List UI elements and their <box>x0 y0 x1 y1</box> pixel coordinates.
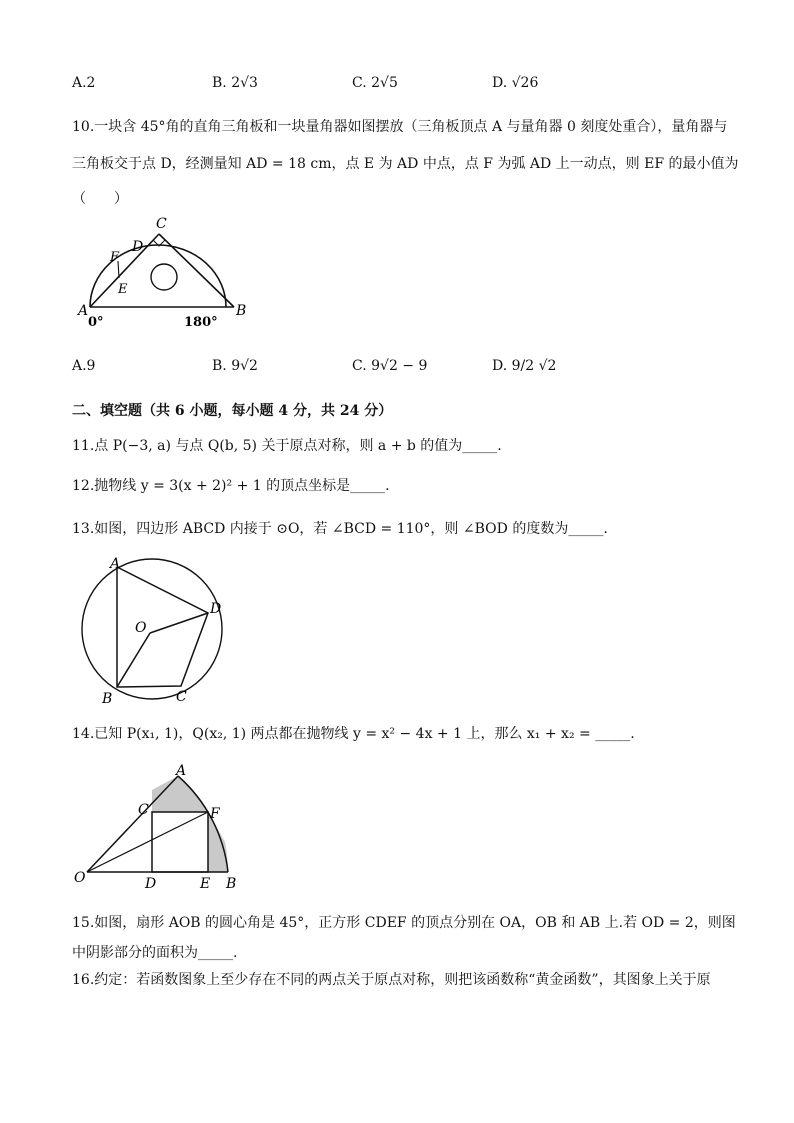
q10-label-b: B <box>236 303 247 319</box>
q13-label-o: O <box>135 620 147 636</box>
q15-label-f: F <box>210 806 220 822</box>
q10-label-0deg: 0° <box>88 315 104 330</box>
q10-option-c: C. 9√2 − 9 <box>352 358 428 374</box>
q10-option-a: A.9 <box>72 358 96 374</box>
q11-text: 11.点 P(−3, a) 与点 Q(b, 5) 关于原点对称，则 a + b 的值为_____. <box>72 438 502 454</box>
q10-label-e: E <box>118 282 128 297</box>
q10-label-c: C <box>156 216 167 232</box>
q10-line1: 10.一块含 45°角的直角三角板和一块量角器如图摆放（三角板顶点 A 与量角器 0 刻度处重合），量角器与 <box>72 119 728 135</box>
q9-option-c: C. 2√5 <box>352 75 398 91</box>
q15-label-a: A <box>176 763 187 779</box>
q9-option-a: A.2 <box>72 75 96 91</box>
q15-label-d: D <box>145 876 157 892</box>
q14-text: 14.已知 P(x₁, 1)，Q(x₂, 1) 两点都在抛物线 y = x² − 4x + 1 上，那么 x₁ + x₂ = _____. <box>72 726 635 742</box>
q13-label-a: A <box>110 556 121 572</box>
section2-heading: 二、填空题（共 6 小题，每小题 4 分，共 24 分） <box>72 403 393 419</box>
q10-label-f: F <box>110 250 120 265</box>
q10-figure <box>72 215 262 333</box>
q15-label-o: O <box>74 870 86 886</box>
q10-option-b: B. 9√2 <box>212 358 258 374</box>
q10-line3: （ ） <box>72 191 128 207</box>
q9-option-d: D. √26 <box>492 75 539 91</box>
q13-figure <box>72 553 242 708</box>
q13-label-b: B <box>102 691 113 707</box>
q10-label-d: D <box>132 239 144 255</box>
q15-figure <box>72 762 247 892</box>
q10-label-a: A <box>78 303 89 319</box>
q15-label-b: B <box>226 876 237 892</box>
q16-text: 16.约定：若函数图象上至少存在不同的两点关于原点对称，则把该函数称“黄金函数”，其图象上关于原 <box>72 972 711 988</box>
q13-label-d: D <box>210 601 222 617</box>
q13-label-c: C <box>176 689 187 705</box>
q15-label-e: E <box>200 876 211 892</box>
q15-line2: 中阴影部分的面积为_____. <box>72 945 238 961</box>
q9-option-b: B. 2√3 <box>212 75 258 91</box>
q10-line2: 三角板交于点 D，经测量知 AD = 18 cm，点 E 为 AD 中点，点 F 为弧 AD 上一动点，则 EF 的最小值为 <box>72 156 739 172</box>
q10-label-180deg: 180° <box>184 315 218 330</box>
q12-text: 12.抛物线 y = 3(x + 2)² + 1 的顶点坐标是_____. <box>72 478 390 494</box>
q15-line1: 15.如图，扇形 AOB 的圆心角是 45°，正方形 CDEF 的顶点分别在 OA，OB 和 AB 上.若 OD = 2，则图 <box>72 915 736 931</box>
q13-text: 13.如图，四边形 ABCD 内接于 ⊙O，若 ∠BCD = 110°，则 ∠BOD 的度数为_____. <box>72 521 608 537</box>
q15-label-c: C <box>138 802 149 818</box>
q10-option-d: D. 9/2 √2 <box>492 358 557 374</box>
